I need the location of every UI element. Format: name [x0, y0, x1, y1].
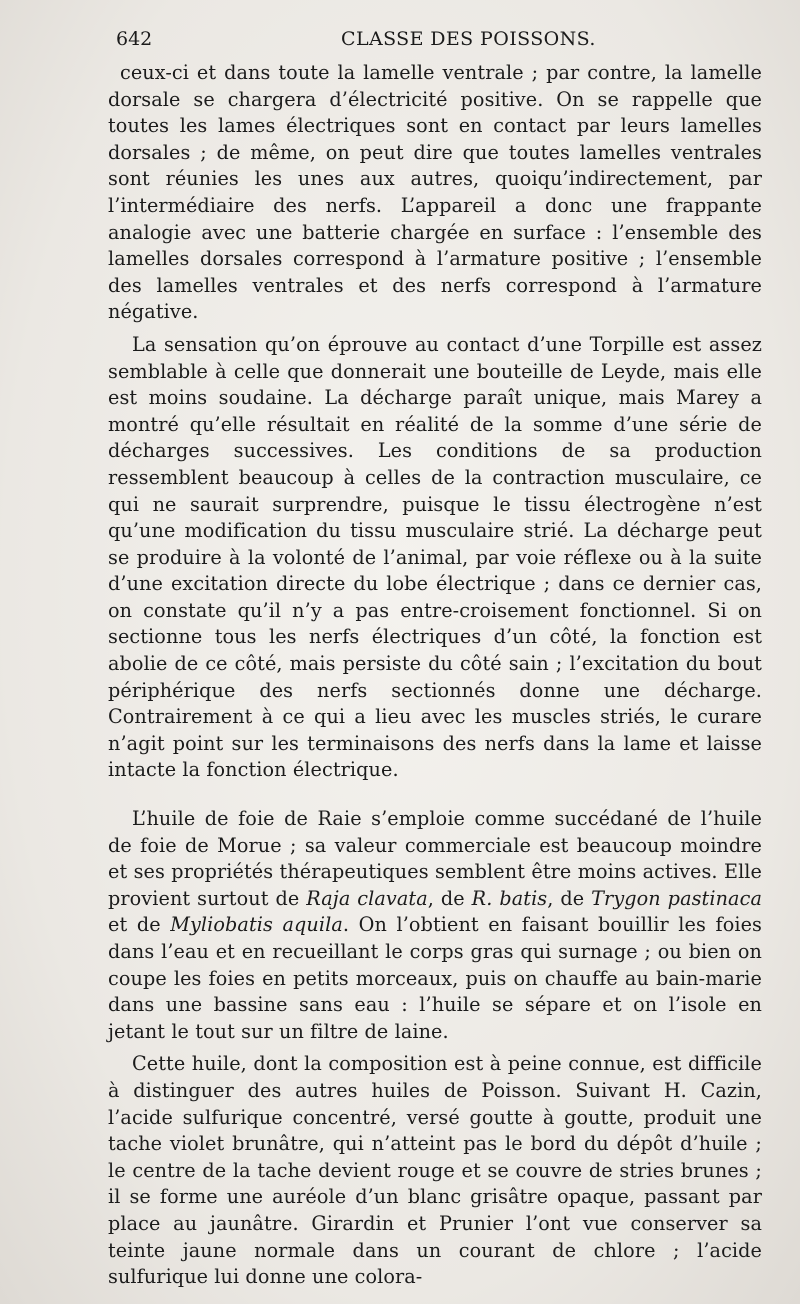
body-text	[108, 60, 762, 1291]
text-run: . On l’obtient en faisant bouillir les foies dans l’eau et en recueillant le corps gras qui surnage ; ou bien on coupe les foies en petits morceaux, puis on chauffe au bain-marie dans une bassine sans eau : l’huile se sépare et on l’isole en jetant le tout sur un filtre de laine.	[108, 913, 762, 1043]
paragraph-electric-battery-analogy: ceux-ci et dans toute la lamelle ventrale ; par contre, la lamelle dorsale se chargera d’électricité positive. On se rappelle que toutes les lames électriques sont en contact par leurs lamelles dorsales ; de même, on peut dire que toutes lamelles ventrales sont réunies les unes aux autres, quoiqu’indirectement, par l’intermédiaire des nerfs. L’appareil a donc une frappante analogie avec une batterie chargée en surface : l’ensemble des lamelles dorsales correspond à l’armature positive ; l’ensemble des lamelles ventrales et des nerfs correspond à l’armature négative.	[108, 61, 762, 324]
text-run: L’huile de foie de Raie s’emploie comme succédané de l’huile de foie de Morue ; sa valeur commerciale est beaucoup moindre et ses propriétés thérapeutiques semblent être moins actives. Elle provient surtout de	[108, 807, 762, 910]
species-name: Myliobatis aquila	[170, 913, 343, 937]
text-run: , de	[427, 886, 472, 910]
species-name: R. batis	[471, 886, 548, 910]
species-name: Raja clavata	[306, 886, 428, 910]
paragraph-torpedo-discharge: La sensation qu’on éprouve au contact d’une Torpille est assez semblable à celle que donnerait une bouteille de Leyde, mais elle est moins soudaine. La décharge paraît unique, mais Marey a montré qu’elle résultait en réalité de la somme d’une série de décharges successives. Les conditions de sa production ressemblent beaucoup à celles de la contraction musculaire, ce qui ne saurait surprendre, puisque le tissu électrogène n’est qu’une modification du tissu musculaire strié. La décharge peut se produire à la volonté de l’animal, par voie réflexe ou à la suite d’une excitation directe du lobe électrique ; dans ce dernier cas, on constate qu’il n’y a pas entre-croisement fonctionnel. Si on sectionne tous les nerfs électriques d’un côté, la fonction est abolie de ce côté, mais persiste du côté sain ; l’excitation du bout périphérique des nerfs sectionnés donne une décharge. Contrairement à ce qui a lieu avec les muscles striés, le curare n’agit point sur les terminaisons des nerfs dans la lame et laisse intacte la fonction électrique.	[108, 332, 762, 782]
species-name: Trygon pastinaca	[591, 886, 762, 910]
paragraph-oil-identification: Cette huile, dont la composition est à peine connue, est difficile à distinguer des autres huiles de Poisson. Suivant H. Cazin, l’acide sulfurique concentré, versé goutte à goutte, produit une tache violet brunâtre, qui n’atteint pas le bord du dépôt d’huile ; le centre de la tache devient rouge et se couvre de stries brunes ; il se forme une auréole d’un blanc grisâtre opaque, passant par place au jaunâtre. Girardin et Prunier l’ont vue conserver sa teinte jaune normale dans un courant de chlore ; l’acide sulfurique lui donne une colora-	[108, 1052, 762, 1289]
text-run: et de	[108, 913, 171, 937]
page-number: 642	[116, 28, 153, 50]
page-header	[116, 28, 766, 58]
text-run: , de	[547, 886, 592, 910]
running-title: CLASSE DES POISSONS.	[341, 28, 596, 50]
paragraph-ray-liver-oil	[108, 806, 762, 1045]
